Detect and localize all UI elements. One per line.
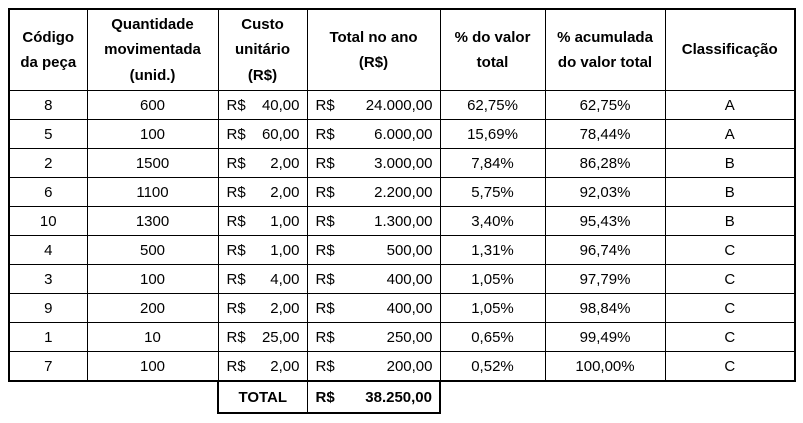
- total-no-ano-cell: [307, 352, 440, 382]
- codigo-cell: 10: [9, 207, 87, 236]
- currency-symbol: R$: [315, 270, 335, 288]
- header-classificacao: [665, 9, 795, 91]
- header-line: (R$): [358, 54, 389, 71]
- codigo-cell: 5: [9, 120, 87, 149]
- pct-valor-cell: 5,75%: [440, 178, 545, 207]
- currency-symbol: R$: [226, 183, 246, 201]
- quantidade-cell: 200: [87, 294, 218, 323]
- table-row: [9, 323, 795, 352]
- pct-acumulada-cell: 99,49%: [545, 323, 665, 352]
- total-no-ano-cell: [307, 91, 440, 120]
- currency-symbol: R$: [226, 299, 246, 317]
- custo-value: 4,00: [270, 270, 300, 288]
- total-value: 200,00: [386, 357, 433, 375]
- table-row: [9, 178, 795, 207]
- total-no-ano-cell: [307, 323, 440, 352]
- header-quantidade-movimentada: [87, 9, 218, 91]
- header-line: total: [476, 54, 509, 71]
- total-value: 500,00: [386, 241, 433, 259]
- table-row: [9, 91, 795, 120]
- custo-unitario-cell: [218, 236, 307, 265]
- codigo-cell: 6: [9, 178, 87, 207]
- quantidade-cell: 1100: [87, 178, 218, 207]
- custo-value: 2,00: [270, 183, 300, 201]
- codigo-cell: 7: [9, 352, 87, 382]
- classificacao-cell: B: [665, 207, 795, 236]
- custo-unitario-cell: [218, 120, 307, 149]
- table-row: [9, 120, 795, 149]
- total-no-ano-cell: [307, 178, 440, 207]
- empty-cell: [9, 381, 87, 413]
- pct-acumulada-cell: 96,74%: [545, 236, 665, 265]
- total-label: TOTAL: [218, 381, 307, 413]
- currency-symbol: R$: [226, 212, 246, 230]
- empty-cell: [440, 381, 545, 413]
- quantidade-cell: 100: [87, 265, 218, 294]
- header-codigo-da-peca: [9, 9, 87, 91]
- header-line: (R$): [247, 66, 278, 84]
- total-value-cell: [307, 381, 440, 413]
- quantidade-cell: 500: [87, 236, 218, 265]
- currency-symbol: R$: [315, 241, 335, 259]
- quantidade-cell: 100: [87, 120, 218, 149]
- pct-acumulada-cell: 62,75%: [545, 91, 665, 120]
- pct-acumulada-cell: 98,84%: [545, 294, 665, 323]
- total-value: 400,00: [386, 270, 433, 288]
- currency-symbol: R$: [226, 357, 246, 375]
- quantidade-cell: 10: [87, 323, 218, 352]
- pct-acumulada-cell: 86,28%: [545, 149, 665, 178]
- custo-value: 60,00: [261, 125, 300, 143]
- total-value: 2.200,00: [374, 183, 433, 201]
- currency-symbol: R$: [315, 183, 335, 201]
- total-value: 24.000,00: [365, 96, 433, 114]
- pct-acumulada-cell: 97,79%: [545, 265, 665, 294]
- header-line: Total no ano: [329, 28, 418, 46]
- pct-valor-cell: 7,84%: [440, 149, 545, 178]
- classificacao-cell: B: [665, 178, 795, 207]
- classificacao-cell: A: [665, 91, 795, 120]
- quantidade-cell: 600: [87, 91, 218, 120]
- codigo-cell: 9: [9, 294, 87, 323]
- header-line: Código: [22, 28, 75, 46]
- empty-cell: [545, 381, 665, 413]
- currency-symbol: R$: [315, 96, 335, 114]
- classificacao-cell: C: [665, 236, 795, 265]
- pct-acumulada-cell: 100,00%: [545, 352, 665, 382]
- custo-value: 2,00: [270, 357, 300, 375]
- currency-symbol: R$: [226, 328, 246, 346]
- empty-cell: [87, 381, 218, 413]
- pct-valor-cell: 1,05%: [440, 294, 545, 323]
- codigo-cell: 2: [9, 149, 87, 178]
- total-value: 250,00: [386, 328, 433, 346]
- header-line: % acumulada: [557, 28, 653, 46]
- currency-symbol: R$: [226, 96, 246, 114]
- custo-unitario-cell: [218, 352, 307, 382]
- table-row: [9, 265, 795, 294]
- custo-unitario-cell: [218, 265, 307, 294]
- header-row: [9, 9, 795, 91]
- custo-unitario-cell: [218, 149, 307, 178]
- header-total-no-ano: [307, 9, 440, 91]
- custo-unitario-cell: [218, 294, 307, 323]
- classificacao-cell: A: [665, 120, 795, 149]
- custo-value: 1,00: [270, 241, 300, 259]
- header-line: Quantidade: [111, 16, 194, 34]
- currency-symbol: R$: [226, 154, 246, 172]
- currency-symbol: R$: [315, 328, 335, 346]
- currency-symbol: R$: [315, 299, 335, 317]
- currency-symbol: R$: [315, 212, 335, 230]
- total-no-ano-cell: [307, 236, 440, 265]
- header-line: movimentada: [104, 41, 201, 59]
- total-row: [9, 381, 795, 413]
- codigo-cell: 8: [9, 91, 87, 120]
- pct-acumulada-cell: 95,43%: [545, 207, 665, 236]
- custo-value: 25,00: [261, 328, 300, 346]
- pct-acumulada-cell: 92,03%: [545, 178, 665, 207]
- quantidade-cell: 1300: [87, 207, 218, 236]
- codigo-cell: 3: [9, 265, 87, 294]
- custo-value: 1,00: [270, 212, 300, 230]
- table-row: [9, 352, 795, 382]
- total-value: 1.300,00: [374, 212, 433, 230]
- empty-cell: [665, 381, 795, 413]
- total-value: 38.250,00: [365, 388, 432, 406]
- currency-symbol: R$: [226, 270, 246, 288]
- custo-unitario-cell: [218, 323, 307, 352]
- currency-symbol: R$: [315, 154, 335, 172]
- total-no-ano-cell: [307, 207, 440, 236]
- pct-acumulada-cell: 78,44%: [545, 120, 665, 149]
- abc-analysis-table: [8, 8, 796, 414]
- table-row: [9, 207, 795, 236]
- classificacao-cell: C: [665, 323, 795, 352]
- pct-valor-cell: 15,69%: [440, 120, 545, 149]
- classificacao-cell: C: [665, 352, 795, 382]
- header-custo-unitario: [218, 9, 307, 91]
- quantidade-cell: 1500: [87, 149, 218, 178]
- custo-value: 2,00: [270, 154, 300, 172]
- header-pct-acumulada: [545, 9, 665, 91]
- total-no-ano-cell: [307, 265, 440, 294]
- custo-unitario-cell: [218, 207, 307, 236]
- header-line: % do valor: [454, 28, 531, 46]
- total-no-ano-cell: [307, 149, 440, 178]
- total-value: 3.000,00: [374, 154, 433, 172]
- codigo-cell: 1: [9, 323, 87, 352]
- currency-symbol: R$: [226, 241, 246, 259]
- custo-value: 2,00: [270, 299, 300, 317]
- header-line: unitário: [235, 41, 290, 59]
- currency-symbol: R$: [226, 125, 246, 143]
- currency-symbol: R$: [315, 125, 335, 143]
- pct-valor-cell: 1,05%: [440, 265, 545, 294]
- table-row: [9, 149, 795, 178]
- total-value: 6.000,00: [374, 125, 433, 143]
- header-pct-valor-total: [440, 9, 545, 91]
- pct-valor-cell: 0,65%: [440, 323, 545, 352]
- header-line: do valor total: [557, 54, 653, 71]
- classificacao-cell: C: [665, 294, 795, 323]
- custo-unitario-cell: [218, 178, 307, 207]
- codigo-cell: 4: [9, 236, 87, 265]
- quantidade-cell: 100: [87, 352, 218, 382]
- classificacao-cell: C: [665, 265, 795, 294]
- pct-valor-cell: 0,52%: [440, 352, 545, 382]
- currency-symbol: R$: [315, 388, 335, 406]
- pct-valor-cell: 62,75%: [440, 91, 545, 120]
- total-no-ano-cell: [307, 294, 440, 323]
- custo-unitario-cell: [218, 91, 307, 120]
- custo-value: 40,00: [261, 96, 300, 114]
- classificacao-cell: B: [665, 149, 795, 178]
- header-line: (unid.): [129, 66, 176, 84]
- header-line: da peça: [20, 54, 77, 71]
- total-value: 400,00: [386, 299, 433, 317]
- pct-valor-cell: 1,31%: [440, 236, 545, 265]
- table-row: [9, 236, 795, 265]
- currency-symbol: R$: [315, 357, 335, 375]
- header-line: Custo: [241, 16, 284, 34]
- total-no-ano-cell: [307, 120, 440, 149]
- header-line: Classificação: [681, 41, 778, 59]
- table-row: [9, 294, 795, 323]
- pct-valor-cell: 3,40%: [440, 207, 545, 236]
